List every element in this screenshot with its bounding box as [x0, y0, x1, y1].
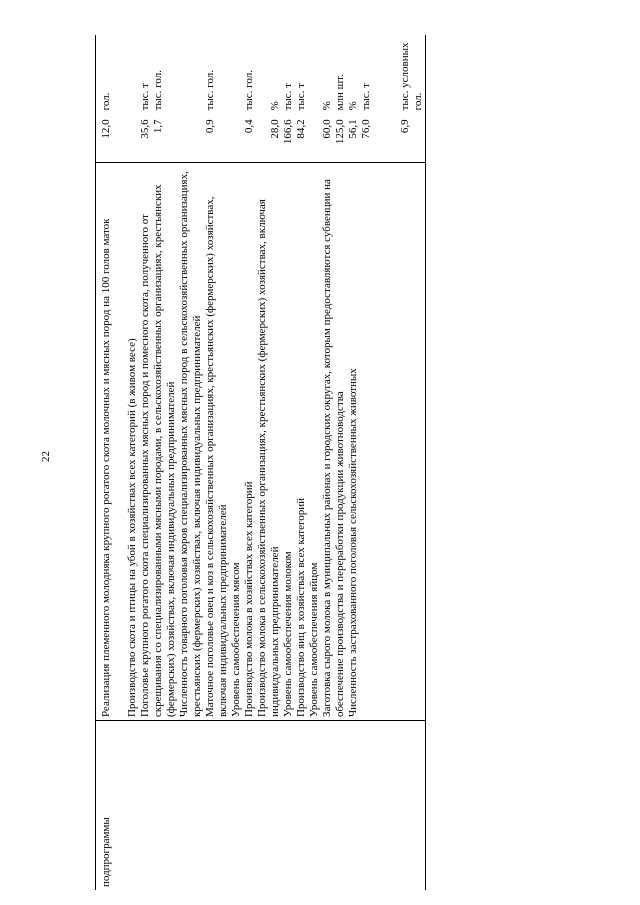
unit-cell: гол. [100, 92, 112, 111]
unit-cell: тыс. т [139, 83, 151, 111]
page-number: 22 [40, 451, 52, 462]
indicator-text: Численность застрахованного поголовья сельскохозяйственных животных [347, 368, 359, 718]
value-cell: 56,1 [347, 119, 359, 139]
unit-cell: % [269, 101, 281, 111]
value-cell: 166,6 [282, 119, 294, 145]
value-cell: 84,2 [295, 119, 307, 139]
unit-column [96, 35, 426, 116]
value-cell: 1,7 [152, 119, 164, 134]
unit-cell: % [347, 101, 359, 111]
indicator-text: Производство яиц в хозяйствах всех категорий [295, 498, 307, 718]
indicator-text: Производство молока в сельскохозяйственных организациях, крестьянских (фермерских) хозяйствах, включая индивидуальных предпринимателей [256, 199, 281, 718]
unit-cell: млн шт. [334, 74, 346, 111]
table-row [96, 35, 426, 890]
value-cell: 0,4 [243, 119, 255, 134]
indicators-table [95, 35, 426, 890]
unit-cell: тыс. условных гол. [399, 42, 424, 111]
value-cell: 76,0 [360, 119, 372, 139]
unit-cell: тыс. гол. [152, 69, 164, 111]
indicator-column [96, 162, 426, 720]
value-column [96, 116, 426, 162]
indicator-text: Маточное поголовье овец и коз в сельскохозяйственных организациях, крестьянских (фермерских) хозяйствах, включая индивидуальных предпринимателей [204, 196, 229, 718]
indicator-text: Производство молока в хозяйствах всех категорий [243, 481, 255, 718]
indicator-text: Численность товарного поголовья коров специализированных мясных пород в сельскохозяйственных организациях, крестьянских (фермерских) хозяйствах, включая индивидуальных предпринимателей [178, 171, 203, 718]
unit-cell: тыс. т [282, 83, 294, 111]
unit-cell: тыс. гол. [204, 69, 216, 111]
value-cell: 0,9 [204, 119, 216, 134]
indicator-text: Уровень самообеспечения яйцом [308, 562, 320, 718]
indicator-text: Поголовье крупного рогатого скота специализированных мясных пород и помесного скота, полученного от скрещивания со специализированными мясными породами, в сельскохозяйственных организациях, крестьянских (фермерских) хозяйствах, включая индивидуальных предпринимателей [139, 184, 177, 718]
value-cell: 12,0 [100, 119, 112, 139]
unit-cell: тыс. т [295, 83, 307, 111]
value-cell: 35,6 [139, 119, 151, 139]
value-cell: 6,9 [399, 119, 411, 134]
value-cell: 60,0 [321, 119, 333, 139]
indicator-text: Производство скота и птицы на убой в хозяйствах всех категорий (в живом весе) [126, 338, 138, 718]
value-cell: 28,0 [269, 119, 281, 139]
value-cell: 125,0 [334, 119, 346, 145]
section-label-cell [96, 721, 426, 890]
indicator-text: Уровень самообеспечения мясом [230, 562, 242, 718]
indicator-text: Уровень самообеспечения молоком [282, 551, 294, 718]
unit-cell: тыс. т [360, 83, 372, 111]
unit-cell: % [321, 101, 333, 111]
unit-cell: тыс. гол. [243, 69, 255, 111]
section-label: подпрограммы [100, 817, 112, 887]
indicator-text: Заготовка сырого молока в муниципальных районах и городских округах, которым предоставляются субвенции на обеспечение производства и переработки продукции животноводства [321, 179, 346, 718]
indicators-table-wrap [95, 35, 495, 890]
indicator-text: Реализация племенного молодняка крупного рогатого скота молочных и мясных пород на 100 голов маток [100, 218, 112, 718]
